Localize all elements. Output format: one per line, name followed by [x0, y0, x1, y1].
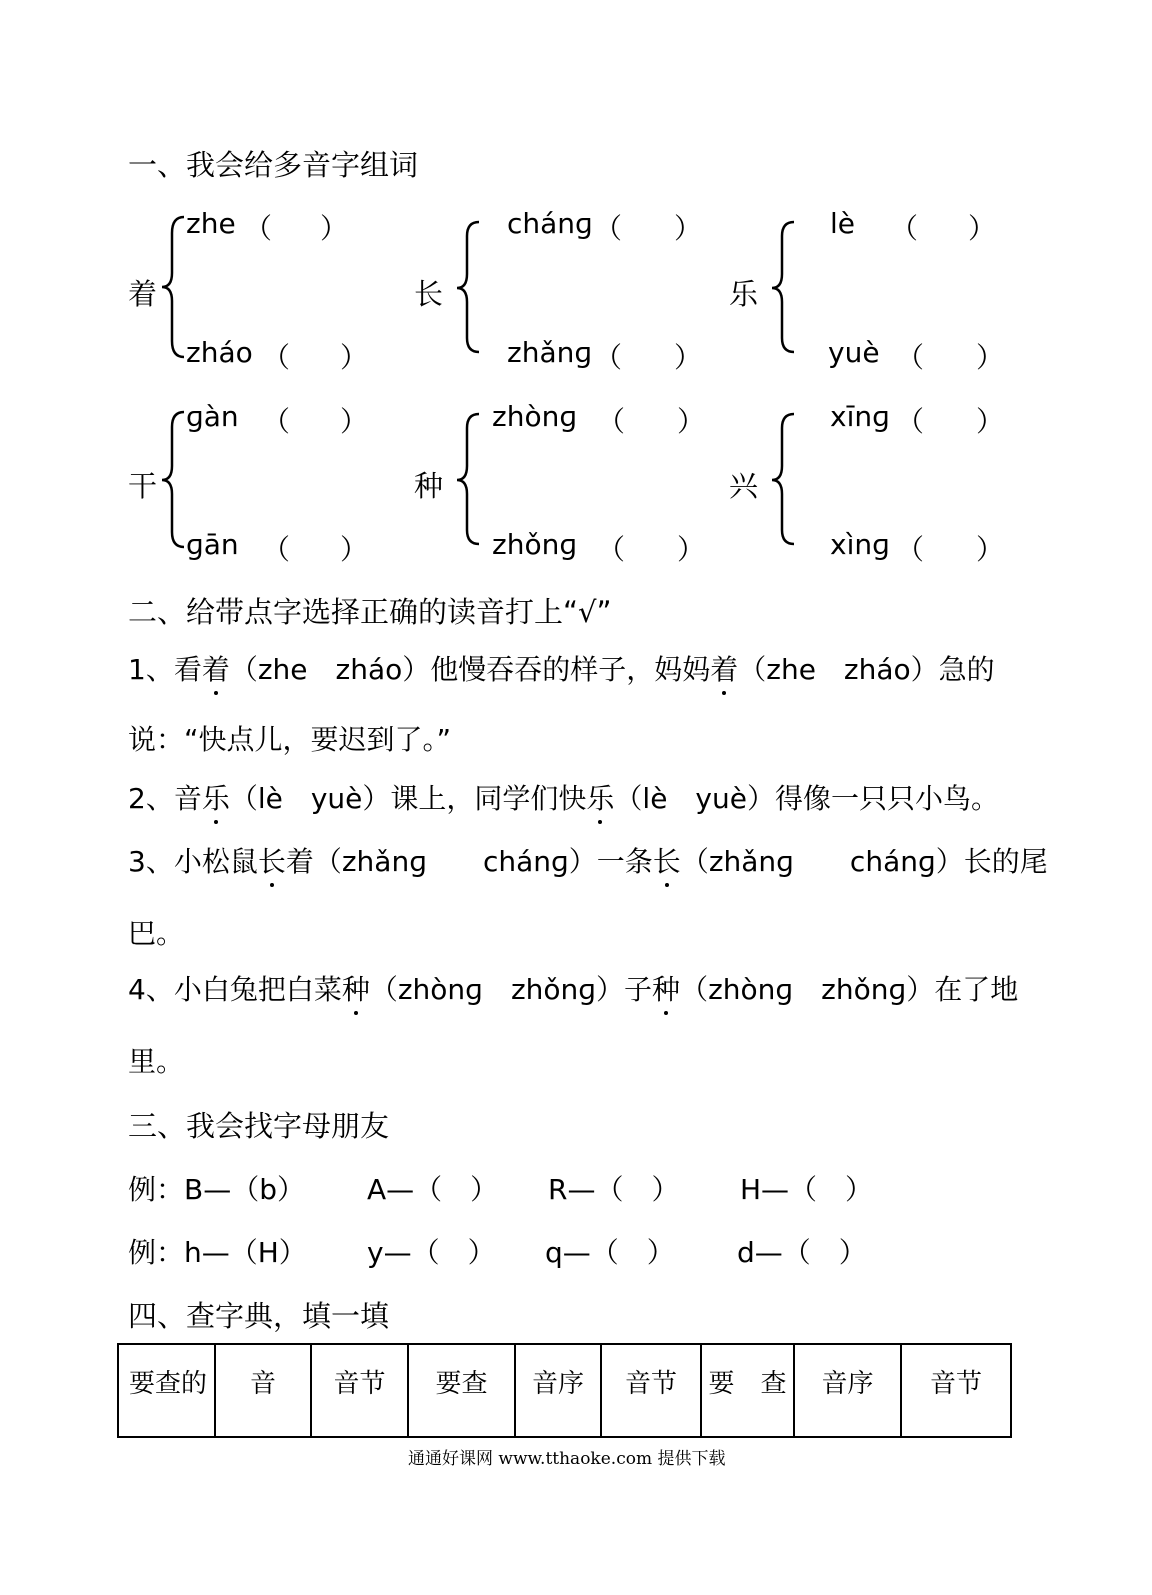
section2-title: 二、给带点字选择正确的读音打上“√”: [128, 595, 612, 629]
paren-close: ）: [674, 341, 703, 374]
letter-blank: A—（ ）: [367, 1173, 499, 1206]
letter-blank: q—（ ）: [545, 1236, 675, 1269]
polyphone-char: 干: [128, 469, 158, 503]
paren-open: （: [896, 405, 925, 438]
pinyin-bottom: ɡān: [186, 528, 239, 561]
table-header-cell: 音序: [794, 1344, 901, 1437]
letter-blank: R—（ ）: [548, 1173, 680, 1206]
paren-open: （: [244, 212, 273, 245]
brace-icon: [770, 412, 798, 547]
question-1-continuation: 说：“快点儿，要迟到了。”: [128, 723, 452, 756]
paren-open: （: [597, 405, 626, 438]
pinyin-bottom: xìnɡ: [830, 528, 890, 561]
paren-open: （: [896, 341, 925, 374]
paren-open: （: [594, 341, 623, 374]
pinyin-top: lè: [830, 207, 856, 240]
paren-close: ）: [340, 341, 369, 374]
letter-example: 例：h—（H）: [128, 1236, 307, 1269]
paren-close: ）: [674, 212, 703, 245]
pinyin-bottom: yuè: [828, 336, 880, 369]
paren-close: ）: [976, 341, 1005, 374]
dotted-char: 种: [652, 968, 680, 1008]
paren-close: ）: [677, 533, 706, 566]
table-header-cell: 音: [215, 1344, 311, 1437]
question-3-line: 3、小松鼠长着（zhǎnɡ chánɡ）一条长（zhǎnɡ chánɡ）长的尾: [128, 840, 1048, 880]
dotted-char: 长: [258, 840, 286, 880]
polyphone-char: 乐: [729, 277, 759, 311]
paren-open: （: [597, 533, 626, 566]
section3-title: 三、我会找字母朋友: [128, 1109, 390, 1143]
polyphone-char: 兴: [729, 469, 759, 503]
paren-open: （: [890, 212, 919, 245]
paren-close: ）: [340, 405, 369, 438]
letter-blank: y—（ ）: [367, 1236, 496, 1269]
pinyin-bottom: zhǎnɡ: [507, 336, 593, 369]
table-header-cell: 音序: [515, 1344, 601, 1437]
paren-close: ）: [976, 533, 1005, 566]
brace-icon: [160, 215, 188, 360]
polyphone-char: 种: [414, 469, 444, 503]
dotted-char: 着: [202, 648, 230, 688]
pinyin-bottom: zháo: [186, 336, 253, 369]
table-header-row: [118, 1344, 1011, 1437]
paren-open: （: [262, 533, 291, 566]
pinyin-bottom: zhǒnɡ: [492, 528, 578, 561]
question-4-continuation: 里。: [128, 1045, 185, 1078]
question-2-line: 2、音乐（lè yuè）课上，同学们快乐（lè yuè）得像一只只小鸟。: [128, 777, 999, 817]
brace-icon: [160, 410, 188, 550]
question-1-line: 1、看着（zhe zháo）他慢吞吞的样子，妈妈着（zhe zháo）急的: [128, 648, 995, 688]
paren-close: ）: [677, 405, 706, 438]
section1-title: 一、我会给多音字组词: [128, 148, 419, 182]
dotted-char: 种: [342, 968, 370, 1008]
question-3-continuation: 巴。: [128, 917, 185, 950]
table-header-cell: 音节: [601, 1344, 701, 1437]
pinyin-top: xīnɡ: [830, 400, 890, 433]
paren-close: ）: [976, 405, 1005, 438]
table-header-cell: 要查的: [118, 1344, 215, 1437]
paren-open: （: [262, 405, 291, 438]
paren-open: （: [594, 212, 623, 245]
section4-title: 四、查字典，填一填: [128, 1299, 390, 1333]
table-header-cell: 要 查: [701, 1344, 794, 1437]
pinyin-top: chánɡ: [507, 207, 593, 240]
polyphone-char: 长: [414, 277, 444, 311]
pinyin-top: zhe: [186, 207, 236, 240]
letter-example: 例：B—（b）: [128, 1173, 305, 1206]
paren-close: ）: [968, 212, 997, 245]
pinyin-top: ɡàn: [186, 400, 239, 433]
brace-icon: [770, 220, 798, 355]
dotted-char: 长: [653, 840, 681, 880]
dictionary-table: [117, 1343, 1012, 1438]
brace-icon: [455, 412, 483, 547]
letter-blank: H—（ ）: [740, 1173, 874, 1206]
table-header-cell: 音节: [901, 1344, 1011, 1437]
dotted-char: 着: [710, 648, 738, 688]
dotted-char: 乐: [202, 777, 230, 817]
footer-source: 通通好课网 www.tthaoke.com 提供下载: [408, 1449, 726, 1469]
brace-icon: [455, 220, 483, 355]
table-header-cell: 音节: [311, 1344, 408, 1437]
paren-close: ）: [320, 212, 349, 245]
pinyin-top: zhònɡ: [492, 400, 578, 433]
paren-close: ）: [340, 533, 369, 566]
question-4-line: 4、小白兔把白菜种（zhònɡ zhǒnɡ）子种（zhònɡ zhǒnɡ）在了地: [128, 968, 1018, 1008]
paren-open: （: [896, 533, 925, 566]
polyphone-char: 着: [128, 277, 158, 311]
paren-open: （: [262, 341, 291, 374]
dotted-char: 乐: [586, 777, 614, 817]
letter-blank: d—（ ）: [737, 1236, 867, 1269]
table-header-cell: 要查: [408, 1344, 515, 1437]
